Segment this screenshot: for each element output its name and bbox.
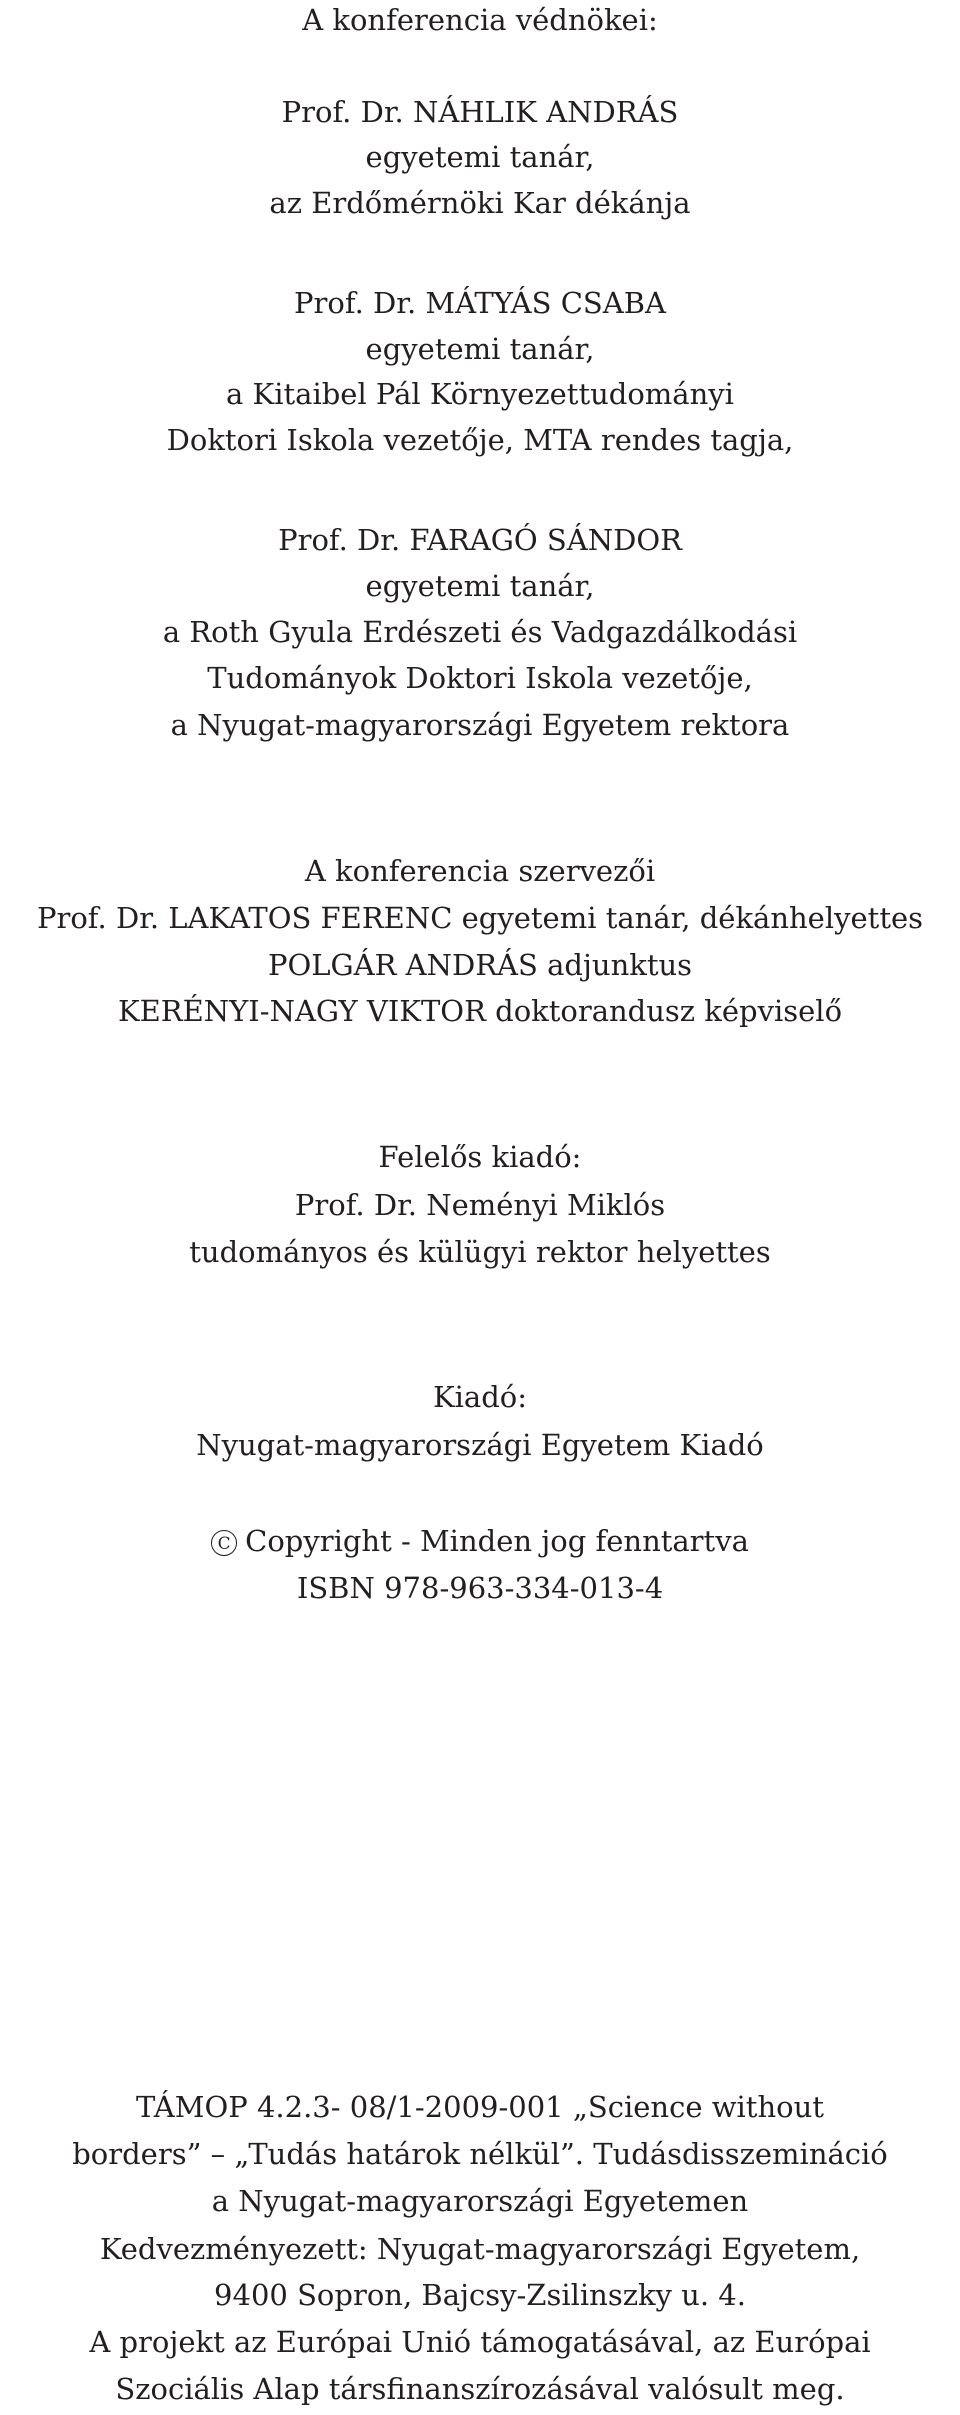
patron-3-line-2: a Roth Gyula Erdészeti és Vadgazdálkodási	[162, 615, 798, 649]
patrons-heading: A konferencia védnökei:	[302, 3, 658, 37]
project-line-5: 9400 Sopron, Bajcsy-Zsilinszky u. 4.	[214, 2278, 746, 2312]
patron-3-line-4: a Nyugat-magyarországi Egyetem rektora	[170, 708, 790, 742]
organizer-2: POLGÁR ANDRÁS adjunktus	[267, 948, 693, 982]
project-line-7: Szociális Alap társfinanszírozásával valósult meg.	[115, 2372, 845, 2406]
project-line-1: TÁMOP 4.2.3- 08/1-2009-001 „Science without	[136, 2090, 824, 2124]
organizers-heading: A konferencia szervezői	[304, 854, 656, 888]
copyright-text: Copyright - Minden jog fenntartva	[245, 1524, 749, 1558]
project-line-6: A projekt az Európai Unió támogatásával, az Európai	[89, 2325, 871, 2359]
copyright-icon: C	[211, 1530, 237, 1556]
patron-1-line-1: egyetemi tanár,	[365, 140, 595, 174]
patron-1-line-2: az Erdőmérnöki Kar dékánja	[269, 186, 691, 220]
project-line-3: a Nyugat-magyarországi Egyetemen	[211, 2184, 749, 2218]
isbn: ISBN 978-963-334-013-4	[296, 1571, 664, 1605]
patron-2-name: Prof. Dr. MÁTYÁS CSABA	[294, 286, 666, 320]
responsible-publisher-heading: Felelős kiadó:	[378, 1140, 582, 1174]
patron-1-name: Prof. Dr. NÁHLIK ANDRÁS	[281, 95, 679, 129]
responsible-publisher-name: Prof. Dr. Neményi Miklós	[294, 1188, 666, 1222]
patron-2-line-2: a Kitaibel Pál Környezettudományi	[226, 377, 734, 411]
patron-2-line-1: egyetemi tanár,	[365, 332, 595, 366]
publisher-heading: Kiadó:	[432, 1380, 528, 1414]
responsible-publisher-title: tudományos és külügyi rektor helyettes	[189, 1235, 771, 1269]
patron-3-line-3: Tudományok Doktori Iskola vezetője,	[207, 661, 753, 695]
organizer-3: KERÉNYI-NAGY VIKTOR doktorandusz képviselő	[117, 994, 843, 1028]
project-line-4: Kedvezményezett: Nyugat-magyarországi Egyetem,	[99, 2232, 861, 2266]
project-line-2: borders” – „Tudás határok nélkül”. Tudásdisszemináció	[72, 2137, 888, 2171]
patron-3-line-1: egyetemi tanár,	[365, 569, 595, 603]
patron-3-name: Prof. Dr. FARAGÓ SÁNDOR	[278, 523, 682, 557]
copyright-line	[0, 1521, 960, 1561]
publisher-name: Nyugat-magyarországi Egyetem Kiadó	[196, 1428, 764, 1462]
organizer-1: Prof. Dr. LAKATOS FERENC egyetemi tanár, dékánhelyettes	[36, 901, 924, 935]
patron-2-line-3: Doktori Iskola vezetője, MTA rendes tagja,	[166, 423, 794, 457]
